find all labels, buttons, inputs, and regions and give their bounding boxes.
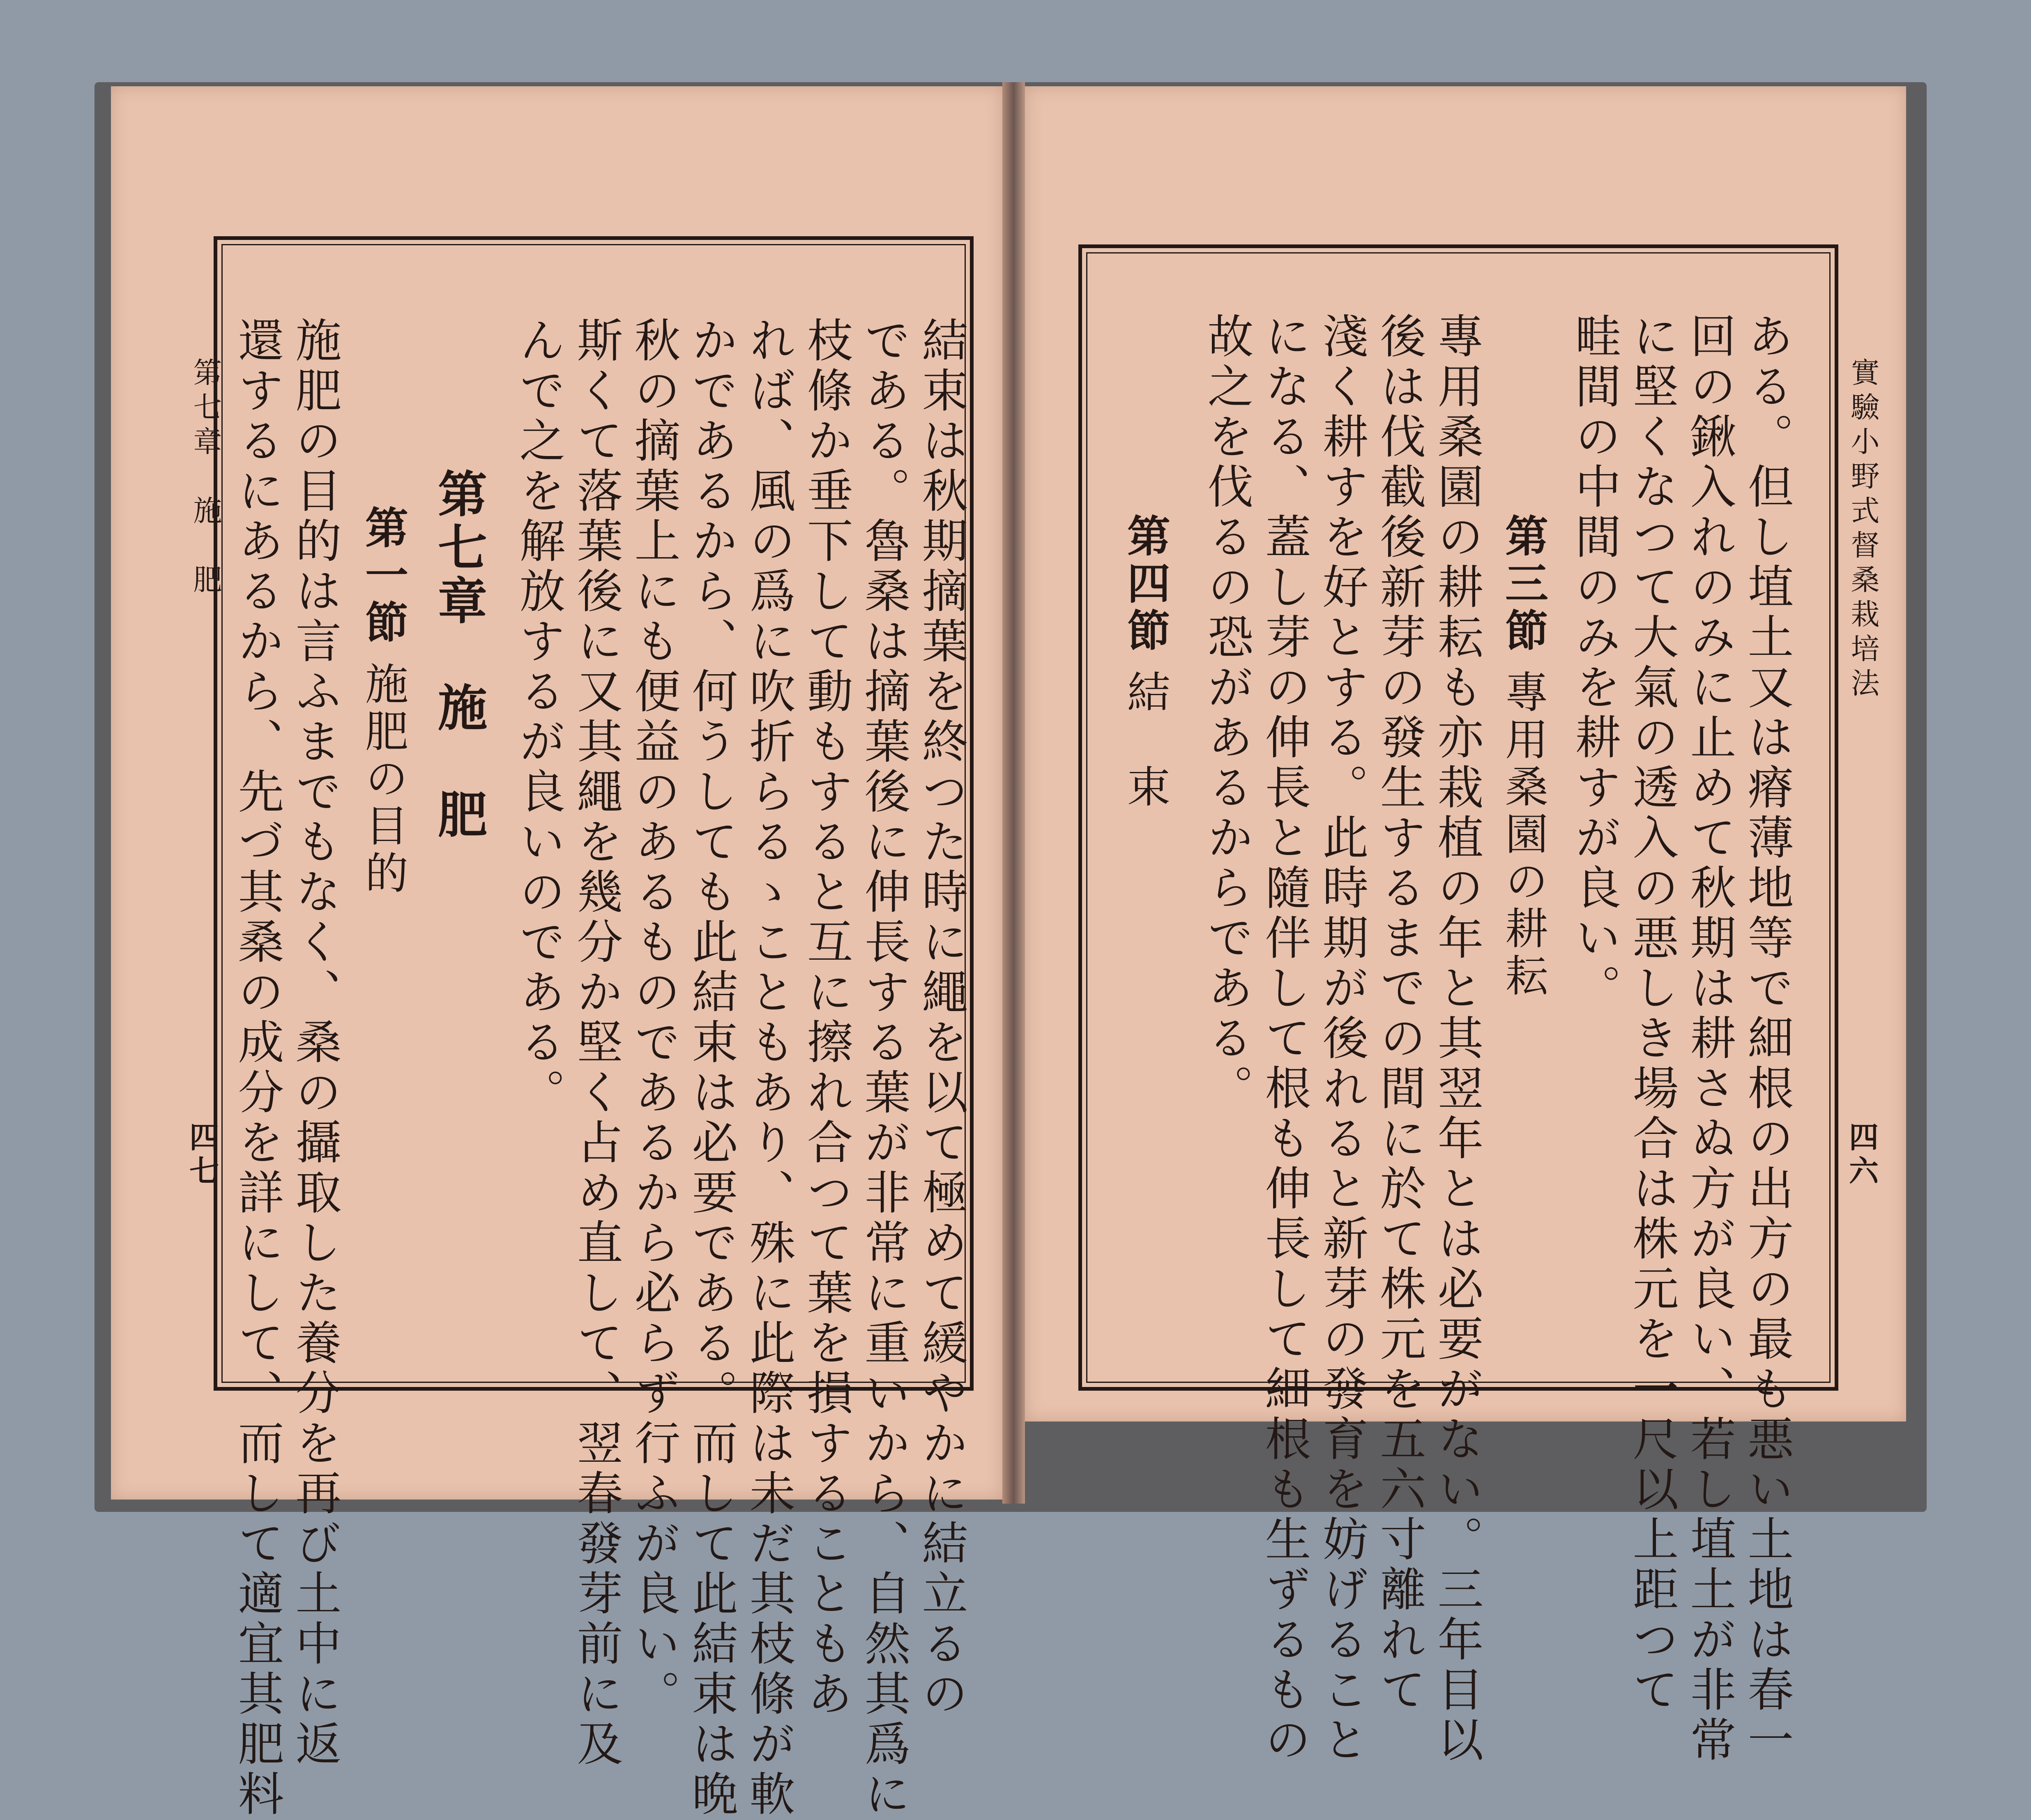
chapter-title: 第七章 施 肥 [430,468,487,842]
left-text-column-1: 結束は秋期摘葉を終つた時に繩を以て極めて緩やかに結立るの [914,316,968,1720]
right-text-column-2: 回の鍬入れのみに止めて秋期は耕さぬ方が良い、若し埴土が非常 [1683,312,1736,1766]
right-mid-column-5: 故之を伐るの恐があるからである。 [1200,312,1253,1114]
right-mid-column-1: 專用桑園の耕耘も亦栽植の年と其翌年とは必要がない。三年目以 [1430,312,1483,1766]
left-running-head: 第七章 施 肥 [189,357,222,599]
right-text-column-1: ある。但し埴土又は瘠薄地等で細根の出方の最も悪い土地は春一 [1740,312,1794,1766]
right-text-column-3: に堅くなつて大氣の透入の悪しき場合は株元を一尺以上距つて [1625,312,1679,1716]
left-text-column-5: かであるから、何うしても此結束は必要である。而して此結束は晩 [684,316,738,1820]
right-page-number: 四六 [1844,1122,1879,1189]
right-running-head: 實驗小野式督桑栽培法 [1846,357,1880,703]
section-1-label: 第一節 [358,505,408,647]
section-4-label: 第四節 [1120,514,1170,655]
right-text-column-4: 畦間の中間のみを耕すが良い。 [1568,312,1621,1014]
section-4-title: 結 束 [1120,670,1170,811]
book-gutter [1002,82,1025,1504]
left-text-column-8: んで之を解放するが良いのである。 [512,316,565,1118]
left-text-column-6: 秋の摘葉上にも便益のあるものであるから必らず行ふが良い。 [627,316,680,1720]
left-tail-column-1: 施肥の目的は言ふまでもなく、桑の攝取した養分を再び土中に返 [288,316,341,1770]
section-3-title: 專用桑園の耕耘 [1498,670,1548,1000]
left-tail-column-2: 還するにあるから、先づ其桑の成分を詳にして、而して適宜其肥料 [230,316,284,1820]
left-text-column-7: 斯くて落葉後に又其繩を幾分か堅く占め直して、翌春發芽前に及 [569,316,623,1770]
right-mid-column-4: になる、蓋し芽の伸長と隨伴して根も伸長して細根も生ずるもの [1257,312,1311,1766]
left-text-column-4: れば、風の爲に吹折らるゝこともあり、殊に此際は未だ其枝條が軟 [742,316,795,1820]
left-text-column-3: 枝條か垂下して動もすると互に擦れ合つて葉を損することもあ [799,316,853,1720]
left-page-number: 四七 [184,1122,219,1189]
left-text-column-2: である。魯桑は摘葉後に伸長する葉が非常に重いから、自然其爲に [857,316,910,1820]
right-mid-column-2: 後は伐截後新芽の發生するまでの間に於て株元を五六寸離れて [1372,312,1426,1716]
section-3-label: 第三節 [1498,514,1548,655]
section-1-title: 施肥の目的 [358,661,408,898]
right-mid-column-3: 淺く耕すを好とする。此時期が後れると新芽の發育を妨げること [1315,312,1368,1766]
